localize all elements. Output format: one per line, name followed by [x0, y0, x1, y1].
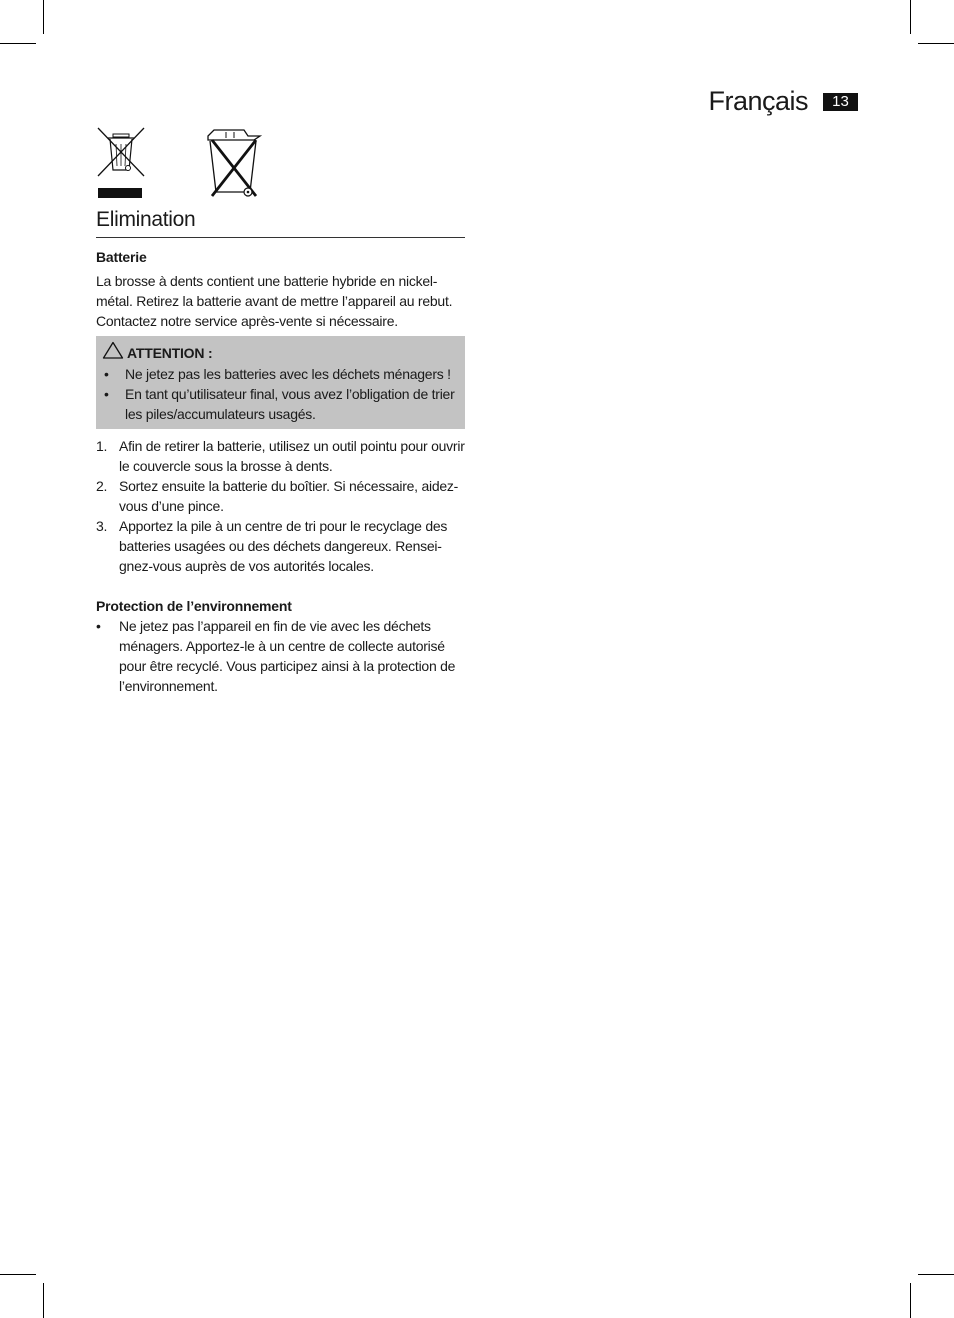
environment-heading: Protection de l’environnement	[96, 598, 292, 614]
list-item: 1. Afin de retirer la batterie, utilisez un outil pointu pour ouvrir le couvercle sous la brosse à dents.	[96, 438, 465, 474]
warning-title: ATTENTION :	[127, 344, 213, 361]
elimination-section	[96, 206, 465, 696]
crop-mark	[43, 1283, 44, 1318]
crop-mark	[918, 43, 954, 44]
crop-mark	[918, 1274, 954, 1275]
list-item: • Ne jetez pas les batteries avec les déchets ménagers !	[104, 366, 451, 382]
battery-heading: Batterie	[96, 249, 147, 265]
warning-box	[96, 336, 465, 429]
bullet: •	[104, 386, 109, 402]
bullet: •	[96, 618, 101, 634]
battery-paragraph: La brosse à dents contient une batterie hybride en nickel-métal. Retirez la batterie avant de mettre l’appareil au rebut. Contactez notre service après-vente si nécessaire.	[96, 273, 453, 329]
bullet: •	[104, 366, 109, 382]
crop-mark	[0, 1274, 36, 1275]
list-item: • Ne jetez pas l’appareil en fin de vie avec les déchets ménagers. Apportez-le à un centre de collecte autorisé pour être recyclé. Vous participez ainsi à la protection de l’environnement.	[96, 618, 456, 694]
warning-list	[102, 364, 459, 424]
environment-list	[96, 616, 465, 696]
crop-mark	[910, 1283, 911, 1318]
warning-title-row	[102, 341, 459, 364]
crop-mark	[910, 0, 911, 34]
page-number: 13	[823, 93, 858, 111]
crossed-out-bin-icon	[96, 126, 146, 205]
crossed-out-bin-icon	[204, 126, 264, 205]
list-item: 2. Sortez ensuite la batterie du boîtier. Si nécessaire, aidez-vous d’une pince.	[96, 478, 459, 514]
crop-mark	[0, 43, 36, 44]
section-title: Elimination	[96, 206, 465, 238]
list-item: • En tant qu’utilisateur final, vous avez l’obligation de trier les piles/accumulateurs usagés.	[104, 386, 455, 422]
warning-triangle-icon	[102, 341, 127, 364]
removal-steps	[96, 436, 465, 576]
page-language-title: Français	[708, 86, 808, 116]
list-item: 3. Apportez la pile à un centre de tri pour le recyclage des batteries usagées ou des déchets dangereux. Rensei-gnez-vous auprès de vos autorités locales.	[96, 518, 448, 574]
crop-mark	[43, 0, 44, 34]
